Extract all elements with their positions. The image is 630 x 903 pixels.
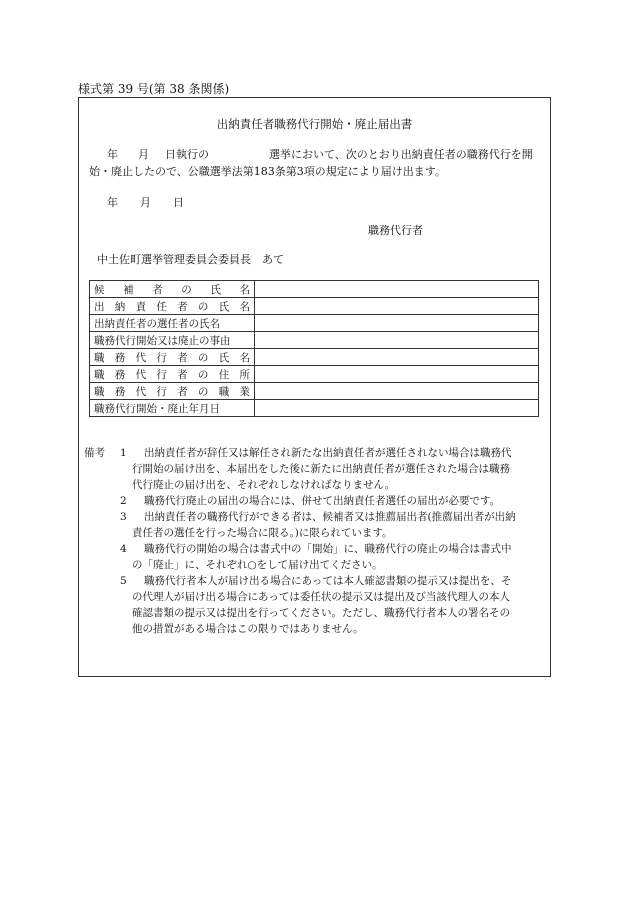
note-line: 出納責任者が辞任又は解任され新たな出納責任者が選任されない場合は職務代 bbox=[144, 447, 512, 459]
table-row bbox=[90, 366, 539, 383]
intro-election-suffix: 選挙において、次のとおり出納責任者の職務代行を開 bbox=[269, 148, 533, 161]
table-row bbox=[90, 332, 539, 349]
date-day: 日 bbox=[173, 196, 184, 209]
intro-line-2: 始・廃止したので、公職選挙法第183条第3項の規定により届け出ます。 bbox=[89, 165, 446, 178]
row-value-field[interactable] bbox=[255, 349, 539, 366]
table-row bbox=[90, 400, 539, 417]
row-label-text: 職 務 代 行 者 の 職 業 bbox=[94, 385, 250, 398]
note-line: 責任者の選任を行った場合に限る。)に限られています。 bbox=[132, 527, 393, 539]
row-label bbox=[90, 281, 255, 298]
row-label bbox=[90, 298, 255, 315]
row-label-text: 出 納 責 任 者 の 氏 名 bbox=[94, 300, 250, 313]
notes-header: 備考 bbox=[84, 447, 105, 459]
table-row bbox=[90, 383, 539, 400]
note-number: 5 bbox=[120, 575, 127, 587]
form-title: 出納責任者職務代行開始・廃止届出書 bbox=[216, 117, 413, 131]
intro-day-held: 日執行の bbox=[165, 148, 209, 161]
row-label: 出納責任者の選任者の氏名 bbox=[90, 315, 255, 332]
note-line: 出納責任者の職務代行ができる者は、候補者又は推薦届出者(推薦届出者が出納 bbox=[144, 511, 516, 523]
row-label-text: 候 補 者 の 氏 名 bbox=[94, 283, 250, 296]
notes-section bbox=[84, 445, 546, 637]
table-row bbox=[90, 281, 539, 298]
intro-year: 年 bbox=[107, 148, 118, 161]
note-number: 2 bbox=[120, 495, 127, 507]
note-item bbox=[84, 541, 546, 573]
note-line: 確認書類の提示又は提出を行ってください。ただし、職務代行者本人の署名その bbox=[132, 607, 510, 619]
row-value-field[interactable] bbox=[255, 383, 539, 400]
note-line: 他の措置がある場合はこの限りではありません。 bbox=[132, 623, 364, 635]
row-label-text: 職 務 代 行 者 の 氏 名 bbox=[94, 351, 250, 364]
row-label-text: 職 務 代 行 者 の 住 所 bbox=[94, 368, 250, 381]
note-number: 4 bbox=[120, 543, 127, 555]
note-line: の代理人が届け出る場合にあっては委任状の提示又は提出及び当該代理人の本人 bbox=[132, 591, 510, 603]
row-label bbox=[90, 349, 255, 366]
note-item bbox=[84, 493, 546, 509]
note-line: 行開始の届け出を、本届出をした後に新たに出納責任者が選任された場合は職務 bbox=[132, 463, 510, 475]
form-frame bbox=[78, 97, 551, 677]
note-number: 1 bbox=[120, 447, 127, 459]
row-label bbox=[90, 383, 255, 400]
table-row bbox=[90, 349, 539, 366]
row-label: 職務代行開始・廃止年月日 bbox=[90, 400, 255, 417]
note-item bbox=[84, 509, 546, 541]
info-table bbox=[89, 280, 539, 417]
table-row bbox=[90, 315, 539, 332]
intro-line-1 bbox=[89, 146, 544, 163]
row-value-field[interactable] bbox=[255, 332, 539, 349]
date-year: 年 bbox=[107, 196, 118, 209]
note-line: 職務代行廃止の届出の場合には、併せて出納責任者選任の届出が必要です。 bbox=[144, 495, 501, 507]
note-item bbox=[84, 573, 546, 637]
proxy-label: 職務代行者 bbox=[368, 224, 423, 237]
note-number: 3 bbox=[120, 511, 127, 523]
row-label bbox=[90, 366, 255, 383]
form-number-label: 様式第 39 号(第 38 条関係) bbox=[78, 82, 230, 96]
row-value-field[interactable] bbox=[255, 400, 539, 417]
addressee: 中土佐町選挙管理委員会委員長 あて bbox=[97, 253, 284, 266]
note-line: 代行廃止の届け出を、それぞれしなければなりません。 bbox=[132, 479, 396, 491]
intro-month: 月 bbox=[138, 148, 149, 161]
table-row bbox=[90, 298, 539, 315]
note-line: 職務代行者本人が届け出る場合にあっては本人確認書類の提示又は提出を、そ bbox=[144, 575, 512, 587]
row-value-field[interactable] bbox=[255, 366, 539, 383]
intro-paragraph bbox=[89, 146, 544, 180]
note-line: 職務代行の開始の場合は書式中の「開始」に、職務代行の廃止の場合は書式中 bbox=[144, 543, 512, 555]
date-line bbox=[107, 194, 184, 211]
row-value-field[interactable] bbox=[255, 298, 539, 315]
row-value-field[interactable] bbox=[255, 281, 539, 298]
date-month: 月 bbox=[140, 196, 151, 209]
row-label: 職務代行開始又は廃止の事由 bbox=[90, 332, 255, 349]
note-item bbox=[84, 445, 546, 493]
note-line: の「廃止」に、それぞれ○をして届け出てください。 bbox=[132, 559, 383, 571]
row-value-field[interactable] bbox=[255, 315, 539, 332]
